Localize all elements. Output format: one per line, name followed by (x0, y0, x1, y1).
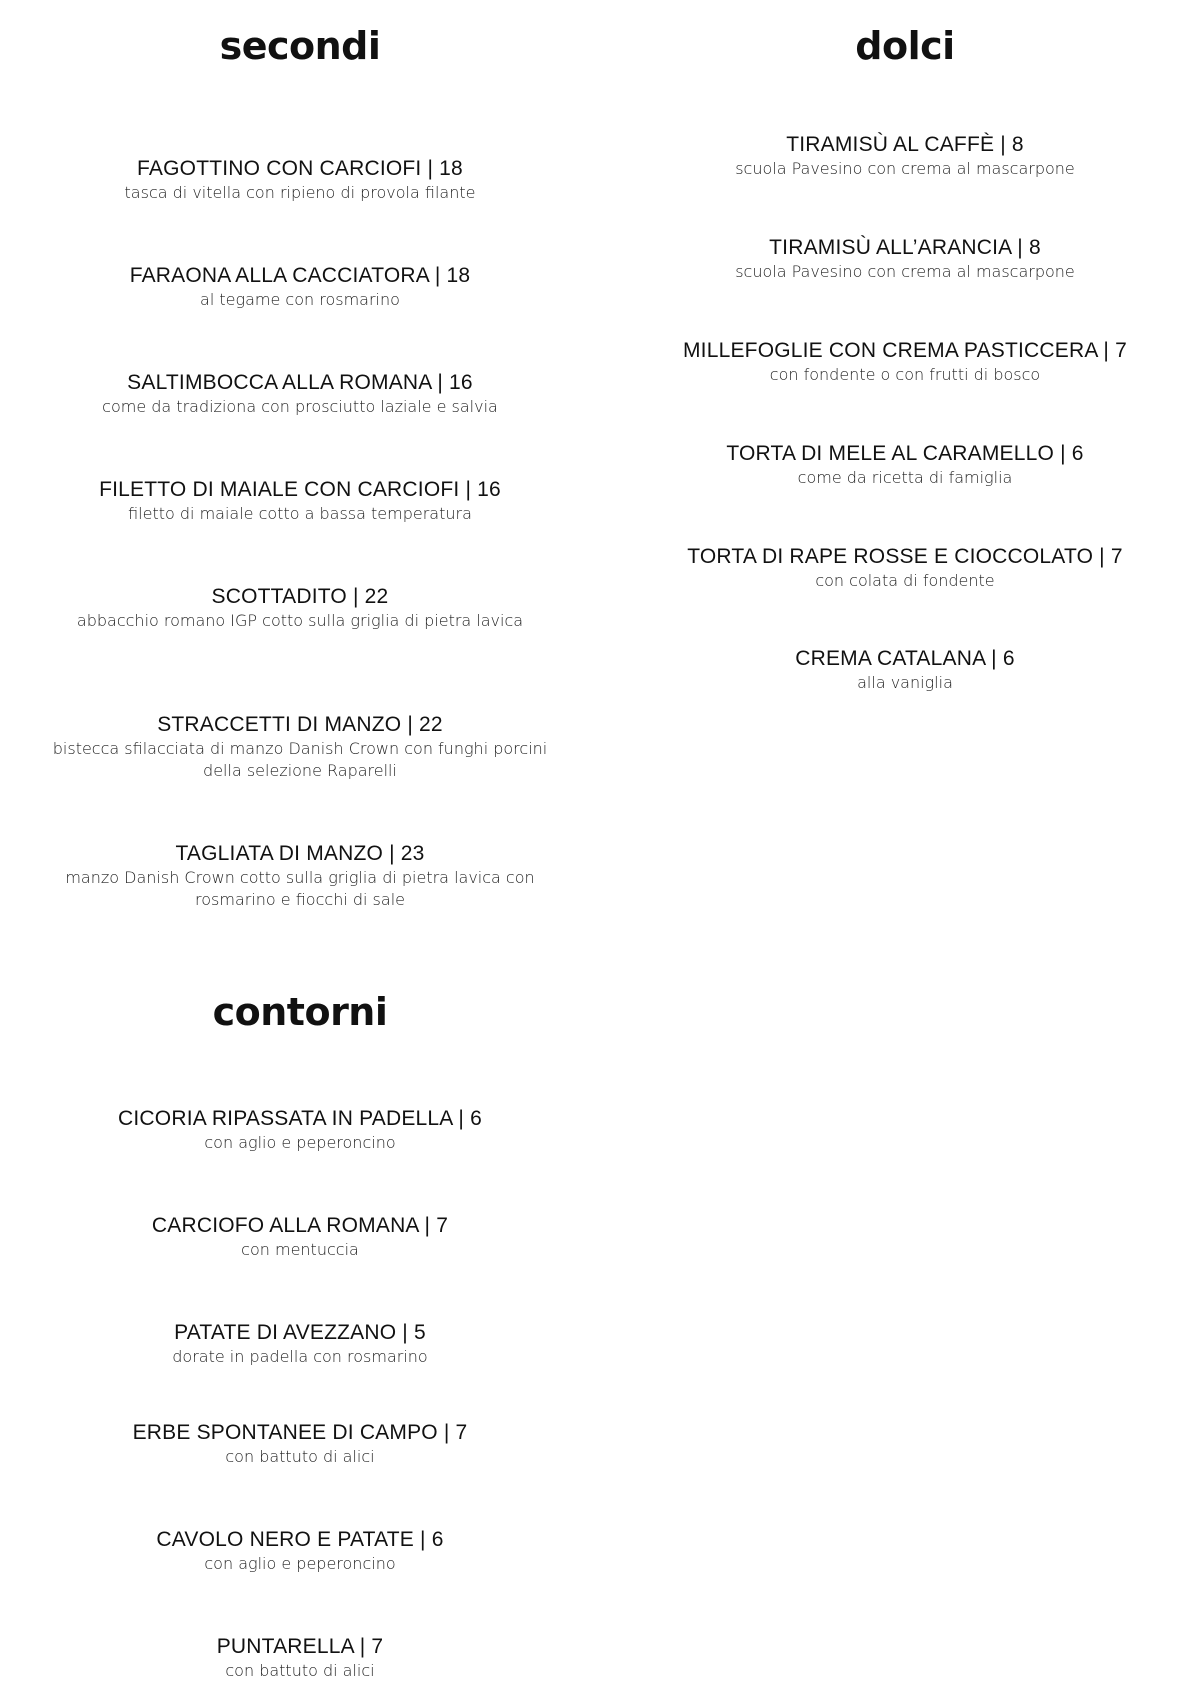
item-description: come da tradiziona con prosciutto laziale e salvia (102, 397, 498, 416)
item-description: abbacchio romano IGP cotto sulla griglia di pietra lavica (76, 611, 524, 630)
item-name: ERBE SPONTANEE DI CAMPO | 7 (132, 1421, 468, 1444)
menu-item (625, 646, 1185, 694)
menu-item (625, 544, 1185, 592)
menu-item (625, 338, 1185, 386)
item-name: TIRAMISÙ ALL’ARANCIA | 8 (769, 236, 1041, 259)
item-name: TAGLIATA DI MANZO | 23 (175, 842, 425, 865)
item-name: CAVOLO NERO E PATATE | 6 (156, 1528, 444, 1551)
item-description: con battuto di alici (225, 1447, 375, 1466)
item-description: tasca di vitella con ripieno di provola filante (124, 183, 476, 202)
item-description: filetto di maiale cotto a bassa temperatura (128, 504, 472, 523)
item-description: come da ricetta di famiglia (797, 468, 1013, 487)
item-name: SCOTTADITO | 22 (211, 585, 389, 608)
menu-item (30, 1213, 570, 1261)
item-description: con colata di fondente (815, 571, 995, 590)
item-name: TORTA DI MELE AL CARAMELLO | 6 (726, 442, 1084, 465)
item-description: scuola Pavesino con crema al mascarpone (735, 262, 1075, 281)
item-name: TORTA DI RAPE ROSSE E CIOCCOLATO | 7 (687, 545, 1123, 568)
menu-item (625, 441, 1185, 489)
menu-item (50, 712, 550, 782)
contorni-heading: contorni (212, 990, 388, 1034)
item-description: alla vaniglia (857, 673, 953, 692)
item-description: al tegame con rosmarino (200, 290, 400, 309)
item-name: CARCIOFO ALLA ROMANA | 7 (151, 1214, 449, 1237)
menu-item (30, 370, 570, 418)
item-name: CICORIA RIPASSATA IN PADELLA | 6 (118, 1107, 482, 1130)
menu-item (50, 841, 550, 911)
item-description: con fondente o con frutti di bosco (769, 365, 1041, 384)
item-description: con battuto di alici (225, 1661, 375, 1680)
menu-item (30, 263, 570, 311)
menu-item (30, 1320, 570, 1368)
item-name: PUNTARELLA | 7 (216, 1635, 384, 1658)
menu-item (625, 132, 1185, 180)
menu-item (30, 1634, 570, 1682)
dolci-heading: dolci (855, 24, 955, 68)
item-name: FARAONA ALLA CACCIATORA | 18 (129, 264, 471, 287)
secondi-heading: secondi (219, 24, 381, 68)
item-description: con mentuccia (241, 1240, 359, 1259)
item-name: TIRAMISÙ AL CAFFÈ | 8 (786, 133, 1024, 156)
menu-item (30, 1106, 570, 1154)
item-description: con aglio e peperoncino (204, 1554, 396, 1573)
item-description: bistecca sfilacciata di manzo Danish Crown con funghi porcini della selezione Raparelli (52, 739, 548, 780)
menu-item (50, 584, 550, 632)
menu-item (30, 1527, 570, 1575)
item-description: scuola Pavesino con crema al mascarpone (735, 159, 1075, 178)
menu-item (30, 477, 570, 525)
menu-item (30, 1420, 570, 1468)
item-description: manzo Danish Crown cotto sulla griglia di pietra lavica con rosmarino e fiocchi di sale (65, 868, 535, 909)
item-name: STRACCETTI DI MANZO | 22 (157, 713, 443, 736)
item-name: SALTIMBOCCA ALLA ROMANA | 16 (127, 371, 473, 394)
item-name: FAGOTTINO CON CARCIOFI | 18 (137, 157, 463, 180)
item-description: con aglio e peperoncino (204, 1133, 396, 1152)
item-name: MILLEFOGLIE CON CREMA PASTICCERA | 7 (682, 339, 1128, 362)
menu-item (30, 156, 570, 204)
item-description: dorate in padella con rosmarino (172, 1347, 428, 1366)
item-name: PATATE DI AVEZZANO | 5 (174, 1321, 426, 1344)
item-name: CREMA CATALANA | 6 (795, 647, 1015, 670)
menu-item (625, 235, 1185, 283)
item-name: FILETTO DI MAIALE CON CARCIOFI | 16 (99, 478, 501, 501)
